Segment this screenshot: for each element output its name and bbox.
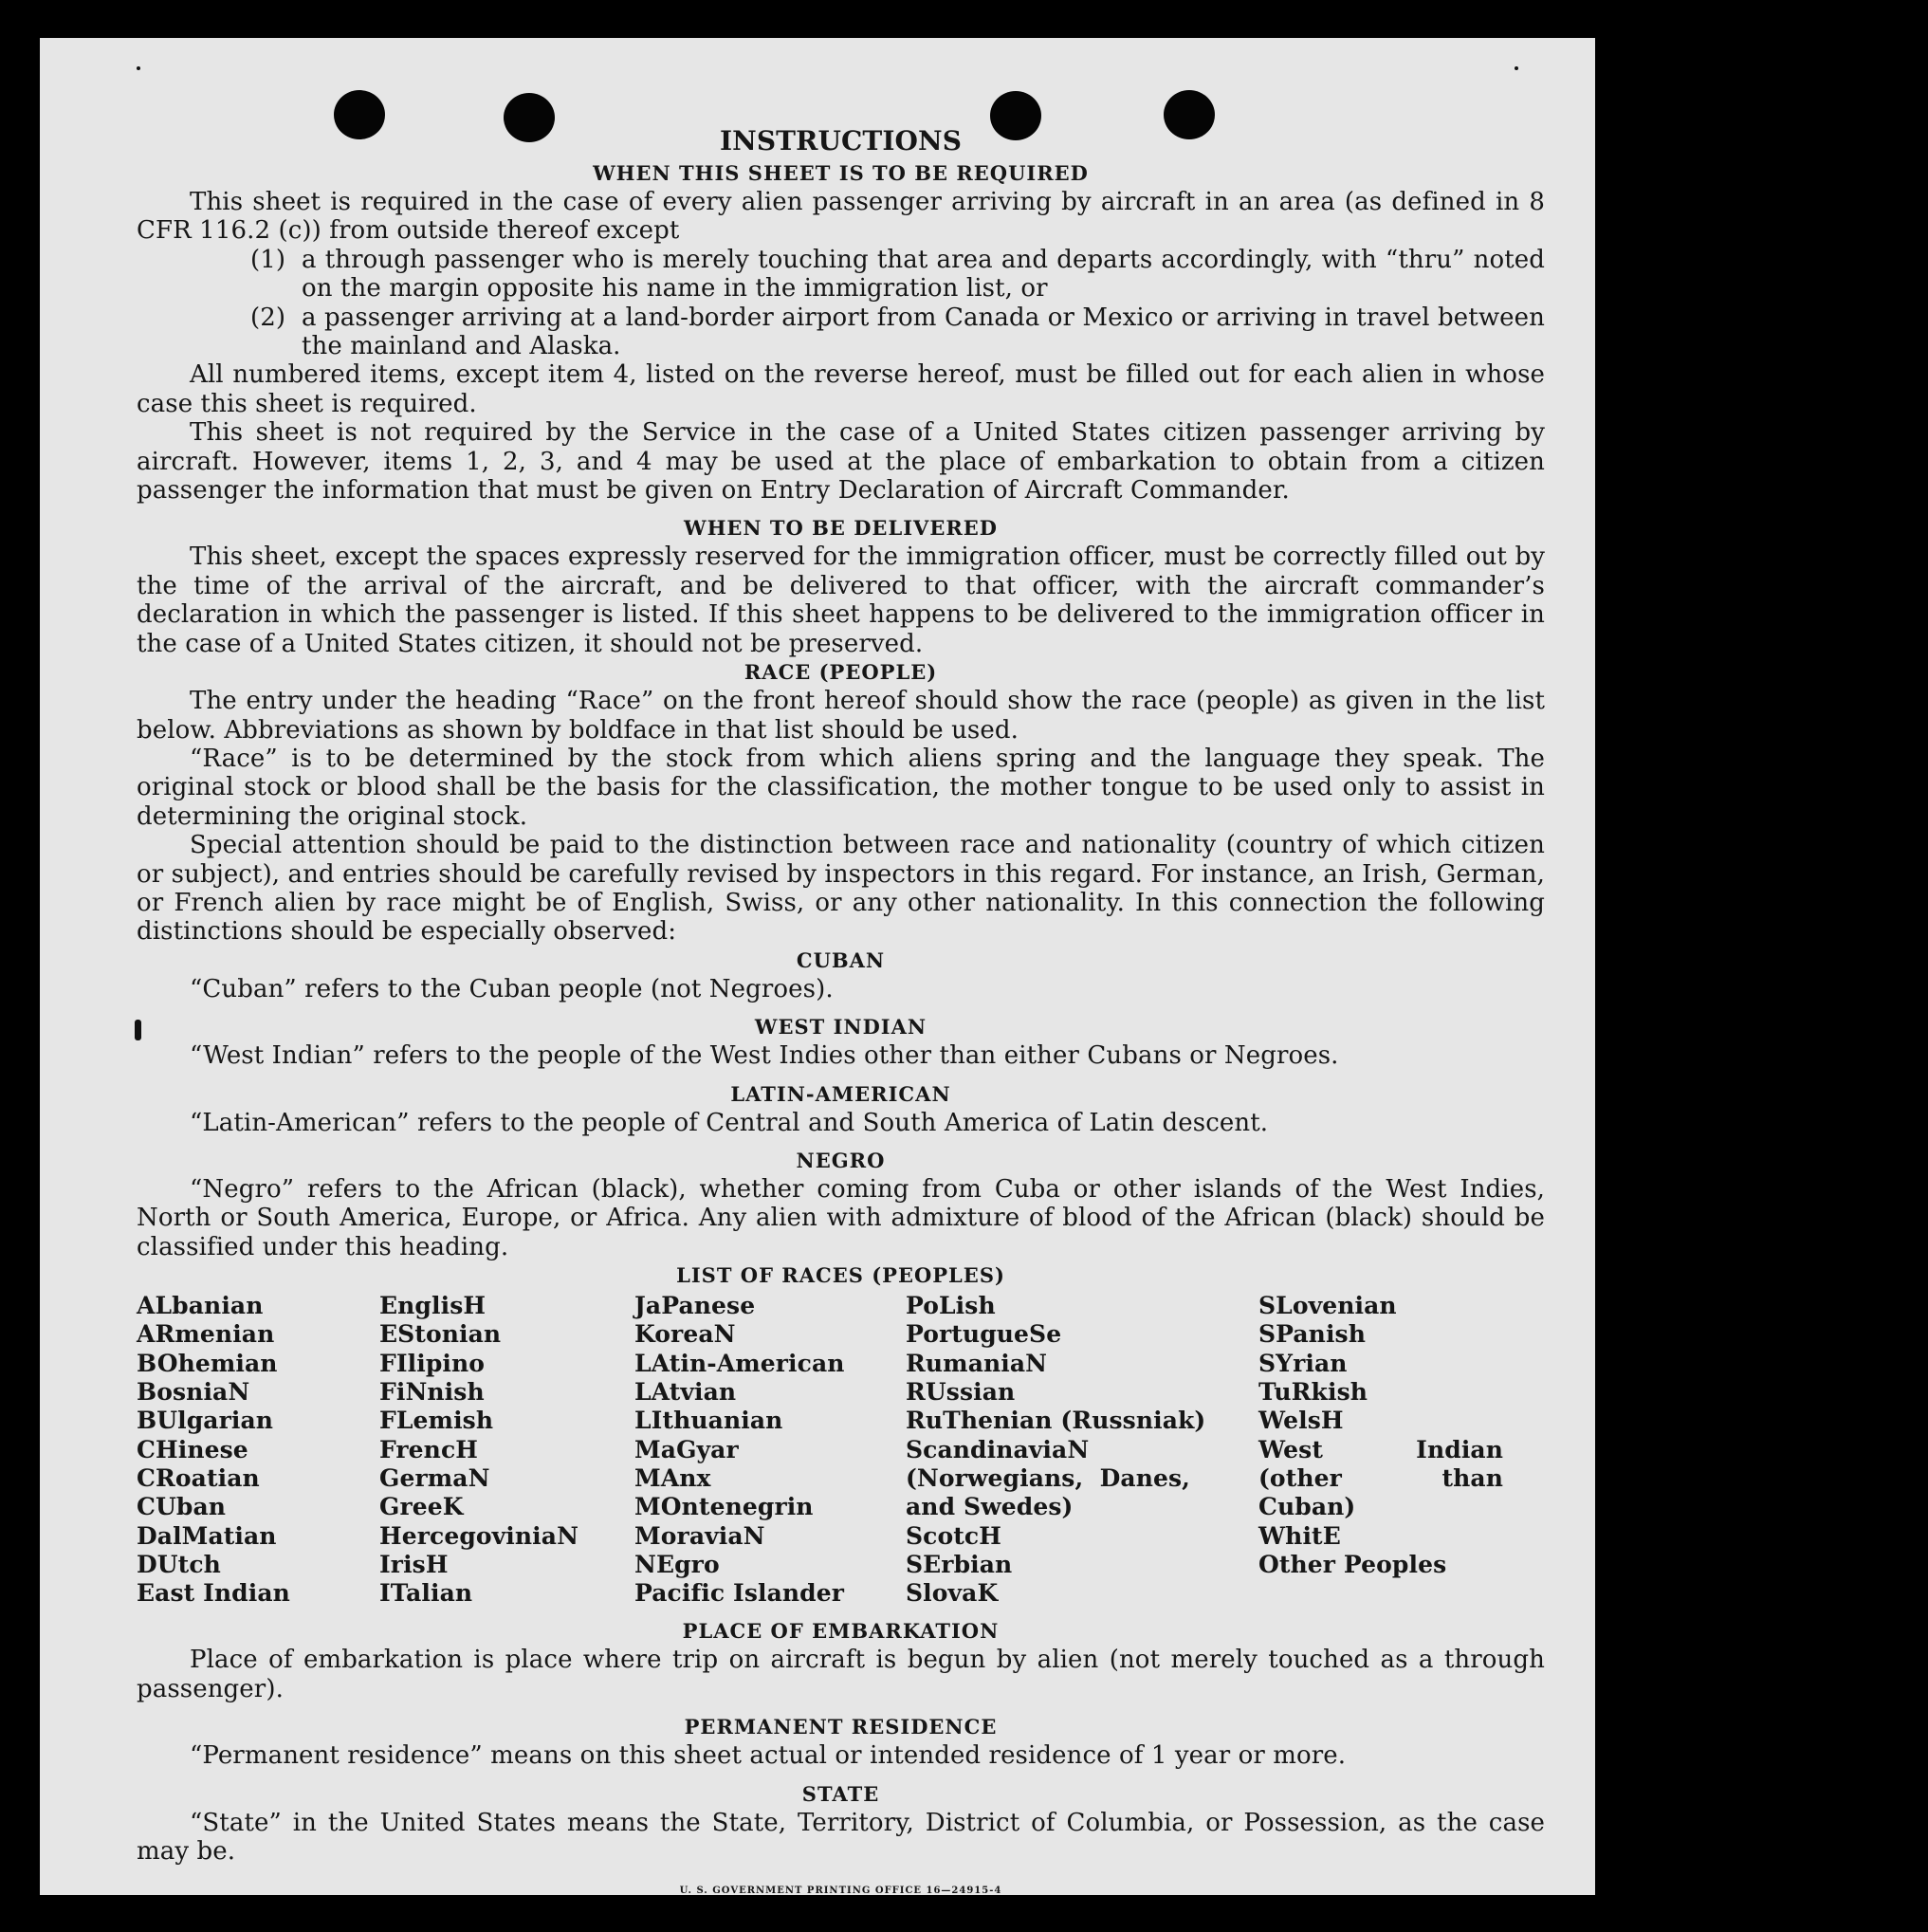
page-title: INSTRUCTIONS [719, 125, 963, 156]
paragraph: Special attention should be paid to the distinction between race and nationality (country of which citizen or subject), and entries should be carefully revised by inspectors in this regard. For instance, an Irish, German, or French alien by race might be of English, Swiss, or any other nationality. In this connection the following distinctions should be especially observed: [137, 831, 1545, 947]
paragraph: “Permanent residence” means on this sheet actual or intended residence of 1 year or more. [190, 1741, 1347, 1771]
race-entry: MOntenegrin [634, 1493, 814, 1521]
item-number: (2) [250, 303, 286, 332]
heading-latin-american: LATIN-AMERICAN [730, 1081, 951, 1106]
race-entry: BosniaN [137, 1378, 250, 1407]
race-entry: Other Peoples [1258, 1550, 1447, 1578]
race-entry: LAtin-American [634, 1349, 845, 1377]
paragraph: “Latin-American” refers to the people of Central and South America of Latin descent. [190, 1108, 1269, 1137]
race-entry: MAnx [634, 1463, 711, 1492]
printer-imprint: U. S. GOVERNMENT PRINTING OFFICE 16—24915-4 [679, 1886, 1002, 1897]
race-entry: WelsH [1258, 1407, 1344, 1435]
race-entry: ITalian [379, 1579, 473, 1608]
heading-west-indian: WEST INDIAN [754, 1015, 927, 1040]
paragraph: This sheet is not required by the Service in the case of a United States citizen passenger arriving by aircraft. However, items 1, 2, 3, and 4 may be used at the place of embarkation to obtain from a citizen passenger the information that must be given on Entry Declaration of Aircraft Commander. [137, 418, 1545, 506]
race-entry: ALbanian [137, 1292, 264, 1320]
heading-permanent-residence: PERMANENT RESIDENCE [684, 1715, 998, 1739]
race-entry: EStonian [379, 1320, 502, 1349]
race-entry: MoraviaN [634, 1521, 765, 1550]
heading-when-required: WHEN THIS SHEET IS TO BE REQUIRED [593, 161, 1089, 185]
race-entry: RumaniaN [906, 1349, 1048, 1377]
paragraph: “State” in the United States means the State, Territory, District of Columbia, or Possession, as the case may be. [137, 1808, 1545, 1867]
race-entry: PortugueSe [906, 1320, 1062, 1349]
races-list [137, 1292, 1545, 1608]
race-entry: EnglisH [379, 1292, 487, 1320]
paragraph: All numbered items, except item 4, listed on the reverse hereof, must be filled out for each alien in whose case this sheet is required. [137, 360, 1545, 418]
race-entry: LAtvian [634, 1378, 737, 1407]
race-entry: NEgro [634, 1550, 720, 1578]
race-entry: BOhemian [137, 1349, 278, 1377]
race-entry: Pacific Islander [634, 1579, 845, 1608]
race-entry: East Indian [137, 1579, 290, 1608]
race-entry: FiNnish [379, 1378, 485, 1407]
race-entry: PoLish [906, 1292, 996, 1320]
paragraph: “Race” is to be determined by the stock from which aliens spring and the language they speak. The original stock or blood shall be the basis for the classification, the mother tongue to be used only to assist in determining the original stock. [137, 744, 1545, 831]
race-entry: GreeK [379, 1493, 464, 1521]
heading-race: RACE (PEOPLE) [744, 660, 938, 685]
paragraph: “Negro” refers to the African (black), whether coming from Cuba or other islands of the West Indies, North or South America, Europe, or Africa. Any alien with admixture of blood of the African (black) should be classified under this heading. [137, 1174, 1545, 1261]
races-column [634, 1292, 906, 1608]
race-entry: BUlgarian [137, 1407, 274, 1435]
race-entry: RuThenian (Russniak) [906, 1407, 1206, 1435]
races-column [137, 1292, 379, 1608]
heading-state: STATE [801, 1781, 880, 1806]
race-entry: TuRkish [1258, 1378, 1368, 1407]
races-column [1258, 1292, 1543, 1608]
race-entry: DalMatian [137, 1521, 277, 1550]
list-item [250, 304, 1545, 361]
race-entry: FLemish [379, 1407, 494, 1435]
item-text: a passenger arriving at a land-border airport from Canada or Mexico or arriving in travel between the mainland and Alaska. [302, 303, 1545, 361]
heading-when-delivered: WHEN TO BE DELIVERED [683, 516, 998, 541]
document-page [40, 38, 1595, 1895]
paragraph: This sheet is required in the case of every alien passenger arriving by aircraft in an area (as defined in 8 CFR 116.2 (c)) from outside thereof except [137, 188, 1545, 246]
speck [137, 66, 140, 70]
race-entry: CHinese [137, 1435, 248, 1463]
paragraph: “West Indian” refers to the people of the West Indies other than either Cubans or Negroes. [190, 1041, 1339, 1071]
item-text: a through passenger who is merely touching that area and departs accordingly, with “thru” noted on the margin opposite his name in the immigration list, or [302, 245, 1545, 304]
race-entry: KoreaN [634, 1320, 736, 1349]
race-entry: CRoatian [137, 1463, 260, 1492]
race-entry: ScandinaviaN (Norwegians, Danes, and Swedes) [906, 1435, 1190, 1521]
race-entry: CUban [137, 1493, 227, 1521]
races-column [906, 1292, 1258, 1608]
race-entry: HercegoviniaN [379, 1521, 579, 1550]
race-entry: JaPanese [634, 1292, 756, 1320]
race-entry: ARmenian [137, 1320, 275, 1349]
item-number: (1) [250, 245, 286, 274]
race-entry: IrisH [379, 1550, 449, 1578]
race-entry: SlovaK [906, 1579, 999, 1608]
instructions-content [137, 123, 1545, 1906]
race-entry: GermaN [379, 1463, 490, 1492]
heading-list-of-races: LIST OF RACES (PEOPLES) [676, 1263, 1005, 1288]
race-entry: LIthuanian [634, 1407, 783, 1435]
race-entry: SPanish [1258, 1320, 1367, 1349]
heading-place-of-embarkation: PLACE OF EMBARKATION [682, 1619, 1000, 1644]
race-entry: SErbian [906, 1550, 1013, 1578]
race-entry: WhitE [1258, 1521, 1341, 1550]
race-entry: RUssian [906, 1378, 1016, 1407]
heading-negro: NEGRO [796, 1148, 886, 1172]
paragraph: “Cuban” refers to the Cuban people (not Negroes). [190, 974, 834, 1003]
race-entry: DUtch [137, 1550, 221, 1578]
list-item [250, 246, 1545, 304]
races-column [379, 1292, 634, 1608]
race-entry: MaGyar [634, 1435, 739, 1463]
race-entry: SYrian [1258, 1349, 1348, 1377]
paragraph: Place of embarkation is place where trip on aircraft is begun by alien (not merely touched as a through passenger). [137, 1646, 1545, 1703]
race-entry: FrencH [379, 1435, 479, 1463]
heading-cuban: CUBAN [796, 948, 886, 972]
speck [1515, 66, 1518, 70]
paragraph: This sheet, except the spaces expressly reserved for the immigration officer, must be correctly filled out by the time of the arrival of the aircraft, and be delivered to that officer, with the aircraft commander’s declaration in which the passenger is listed. If this sheet happens to be delivered to the immigration officer in the case of a United States citizen, it should not be preserved. [137, 543, 1545, 658]
race-entry: FIlipino [379, 1349, 486, 1377]
race-entry: ScotcH [906, 1521, 1001, 1550]
race-entry: West Indian (other than Cuban) [1258, 1435, 1503, 1521]
paragraph: The entry under the heading “Race” on the front hereof should show the race (people) as given in the list below. Abbreviations as shown by boldface in that list should be used. [137, 687, 1545, 745]
race-entry: SLovenian [1258, 1292, 1397, 1320]
